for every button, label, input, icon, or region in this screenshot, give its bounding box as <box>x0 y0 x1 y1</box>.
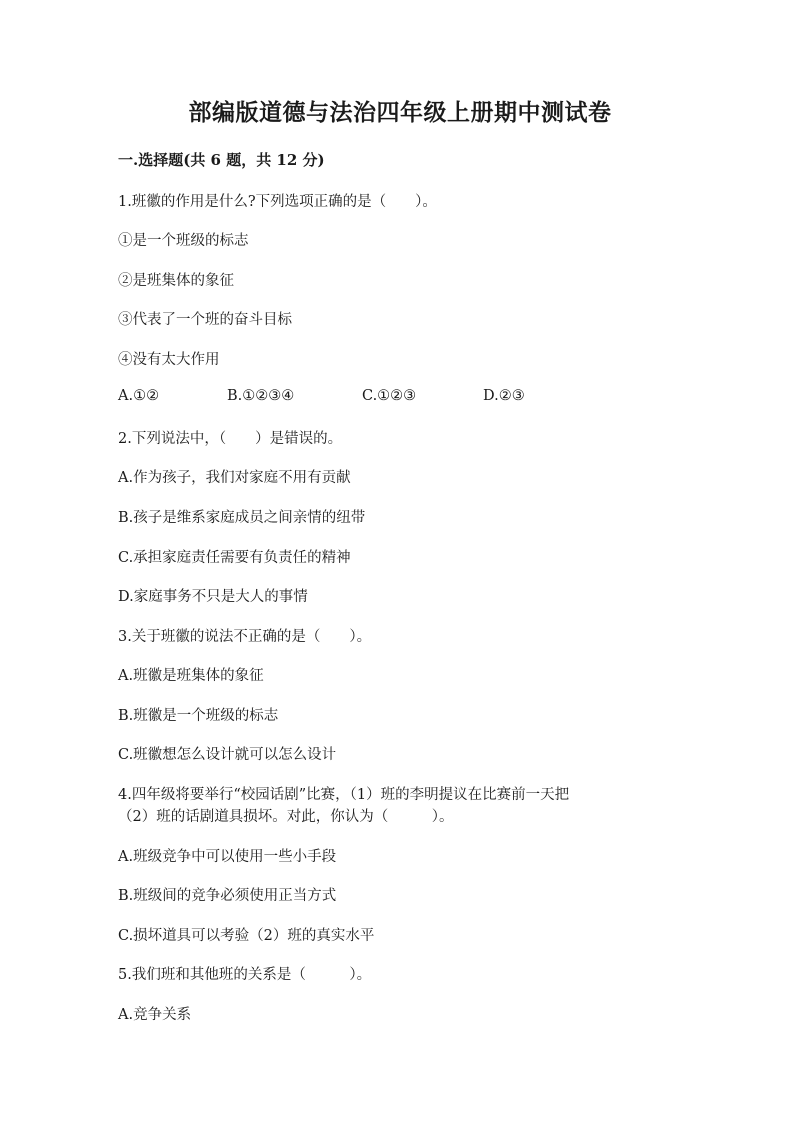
question-1-option-c: C.①②③ <box>362 388 417 404</box>
question-2-option-c: C.承担家庭责任需要有负责任的精神 <box>118 550 351 566</box>
question-4-option-b: B.班级间的竞争必须使用正当方式 <box>118 888 337 904</box>
question-5-stem: 5.我们班和其他班的关系是（ ）。 <box>118 967 372 983</box>
question-1-item-3: ③代表了一个班的奋斗目标 <box>118 312 292 328</box>
question-2-option-b: B.孩子是维系家庭成员之间亲情的纽带 <box>118 510 366 526</box>
question-1-option-b: B.①②③④ <box>227 388 295 404</box>
question-2-option-a: A.作为孩子，我们对家庭不用有贡献 <box>118 470 351 486</box>
question-1-stem: 1.班徽的作用是什么?下列选项正确的是（ ）。 <box>118 194 437 210</box>
question-3-option-b: B.班徽是一个班级的标志 <box>118 708 279 724</box>
question-1-option-d: D.②③ <box>483 388 525 404</box>
page-title: 部编版道德与法治四年级上册期中测试卷 <box>188 99 612 126</box>
question-4-stem-line-1: 4.四年级将要举行“校园话剧”比赛，（1）班的李明提议在比赛前一天把 <box>118 787 570 803</box>
question-5-option-a: A.竞争关系 <box>118 1007 192 1023</box>
section-heading: 一.选择题(共 6 题，共 12 分) <box>118 151 325 169</box>
question-1-item-1: ①是一个班级的标志 <box>118 233 249 249</box>
question-1-item-4: ④没有太大作用 <box>118 352 220 368</box>
question-2-stem: 2.下列说法中，（ ）是错误的。 <box>118 431 343 447</box>
question-1-option-a: A.①② <box>118 388 160 404</box>
question-4-option-c: C.损坏道具可以考验（2）班的真实水平 <box>118 928 375 944</box>
question-2-option-d: D.家庭事务不只是大人的事情 <box>118 589 308 605</box>
question-3-stem: 3.关于班徽的说法不正确的是（ ）。 <box>118 629 372 645</box>
question-1-item-2: ②是班集体的象征 <box>118 273 234 289</box>
question-4-option-a: A.班级竞争中可以使用一些小手段 <box>118 849 337 865</box>
question-3-option-c: C.班徽想怎么设计就可以怎么设计 <box>118 747 337 763</box>
question-3-option-a: A.班徽是班集体的象征 <box>118 668 264 684</box>
question-4-stem-line-2: （2）班的话剧道具损坏。对此，你认为（ ）。 <box>118 809 454 825</box>
